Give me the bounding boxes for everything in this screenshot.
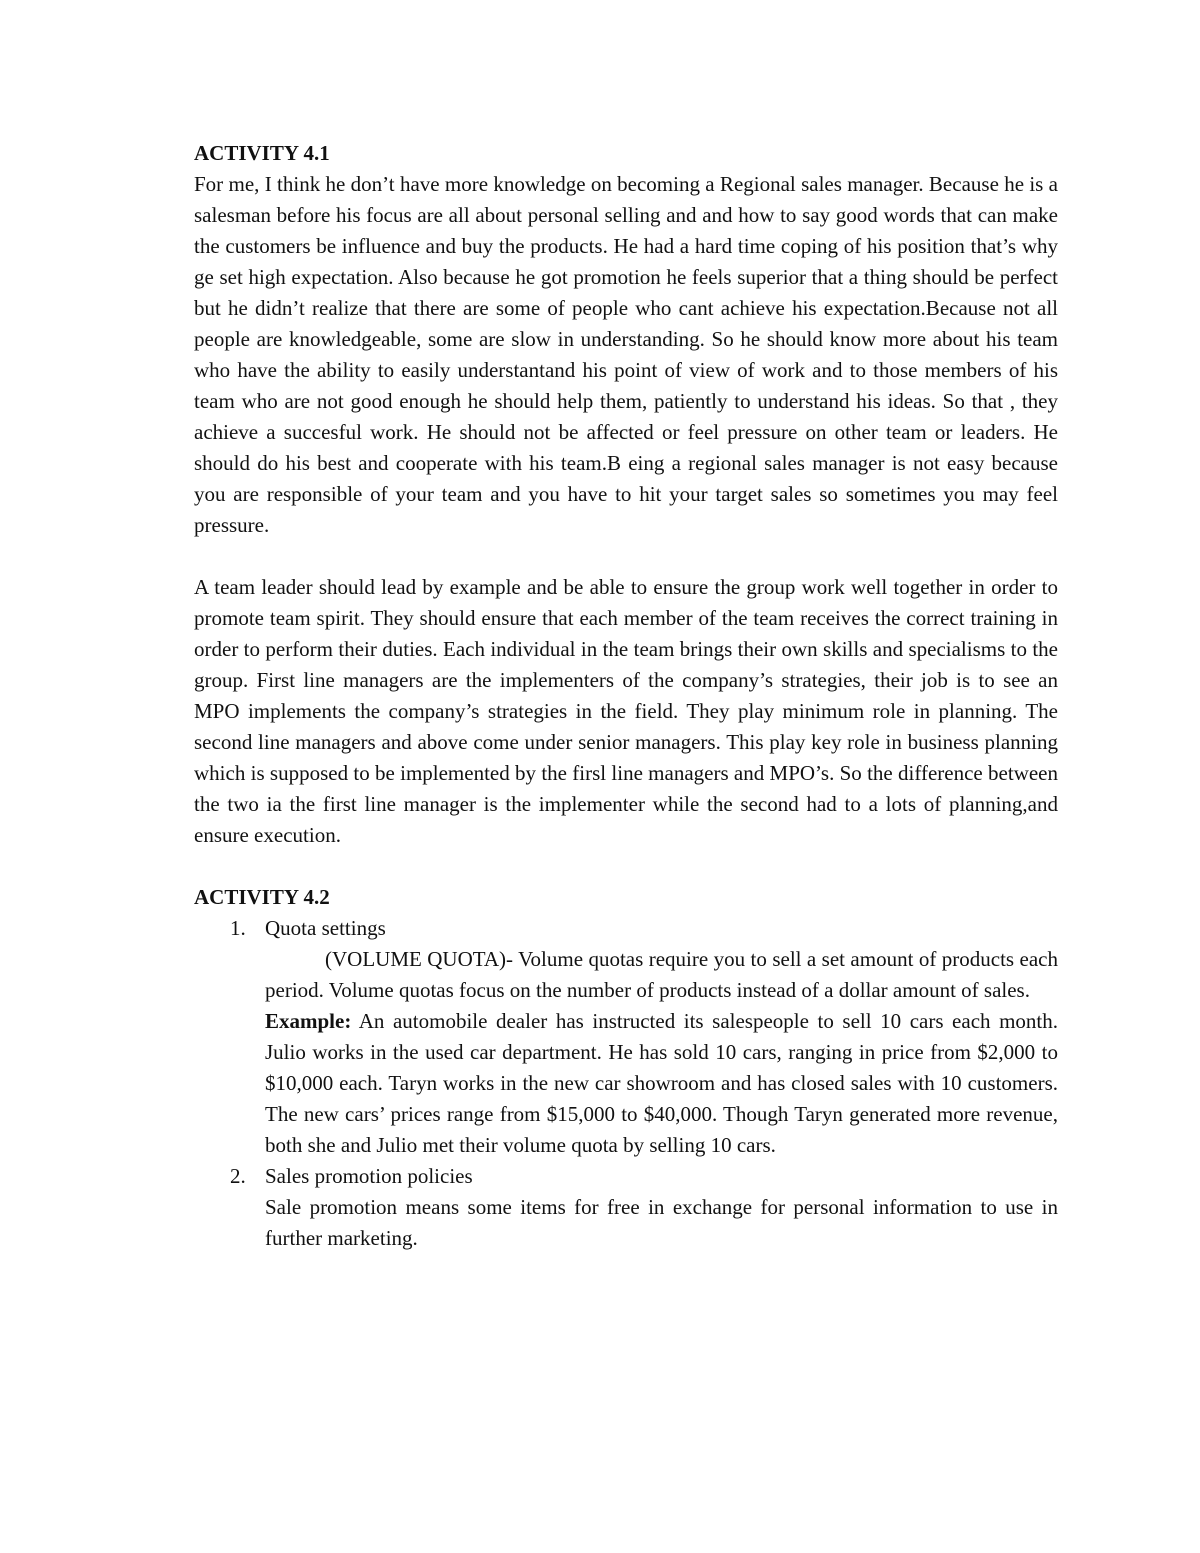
list-item-title: Quota settings bbox=[265, 916, 386, 940]
activity-4-1-paragraph-1: For me, I think he don’t have more knowledge on becoming a Regional sales manager. Because he is a salesman before his focus are all about personal selling and and how to say good words that can make the customers be influence and buy the products. He had a hard time coping of his position that’s why ge set high expectation. Also because he got promotion he feels superior that a thing should be perfect but he didn’t realize that there are some of people who cant achieve his expectation.Because not all people are knowledgeable, some are slow in understanding. So he should know more about his team who have the ability to easily understantand his point of view of work and to those members of his team who are not good enough he should help them, patiently to understand his ideas. So that , they achieve a succesful work. He should not be affected or feel pressure on other team or leaders. He should do his best and cooperate with his team.B eing a regional sales manager is not easy because you are responsible of your team and you have to hit your target sales so sometimes you may feel pressure. bbox=[194, 172, 1058, 537]
example-text: An automobile dealer has instructed its salespeople to sell 10 cars each month. Julio works in the used car department. He has sold 10 cars, ranging in price from $2,000 to $10,000 each. Taryn works in the new car showroom and has closed sales with 10 customers. The new cars’ prices range from $15,000 to $40,000. Though Taryn generated more revenue, both she and Julio met their volume quota by selling 10 cars. bbox=[265, 1009, 1058, 1157]
activity-4-2-heading: ACTIVITY 4.2 bbox=[194, 885, 330, 909]
list-item-quota-settings bbox=[194, 913, 1058, 1161]
list-item-number: 1. bbox=[230, 916, 246, 940]
document-page bbox=[194, 138, 1058, 1254]
activity-4-1-heading: ACTIVITY 4.1 bbox=[194, 141, 330, 165]
list-item-title: Sales promotion policies bbox=[265, 1164, 473, 1188]
activity-4-2-section bbox=[194, 882, 1058, 1254]
volume-quota-example bbox=[265, 1006, 1058, 1161]
sales-promotion-description: Sale promotion means some items for free in exchange for personal information to use in further marketing. bbox=[265, 1195, 1058, 1250]
volume-quota-description: (VOLUME QUOTA)- Volume quotas require you to sell a set amount of products each period. Volume quotas focus on the number of products instead of a dollar amount of sales. bbox=[265, 947, 1058, 1002]
section-spacer bbox=[194, 851, 1058, 882]
activity-4-2-list bbox=[194, 913, 1058, 1254]
list-item-sales-promotion bbox=[194, 1161, 1058, 1254]
activity-4-1-section bbox=[194, 138, 1058, 851]
paragraph-spacer bbox=[194, 541, 1058, 572]
activity-4-1-paragraph-2: A team leader should lead by example and be able to ensure the group work well together in order to promote team spirit. They should ensure that each member of the team receives the correct training in order to perform their duties. Each individual in the team brings their own skills and specialisms to the group. First line managers are the implementers of the company’s strategies, their job is to see an MPO implements the company’s strategies in the field. They play minimum role in planning. The second line managers and above come under senior managers. This play key role in business planning which is supposed to be implemented by the firsl line managers and MPO’s. So the difference between the two ia the first line manager is the implementer while the second had to a lots of planning,and ensure execution. bbox=[194, 575, 1058, 847]
list-item-number: 2. bbox=[230, 1164, 246, 1188]
example-label: Example: bbox=[265, 1009, 352, 1033]
